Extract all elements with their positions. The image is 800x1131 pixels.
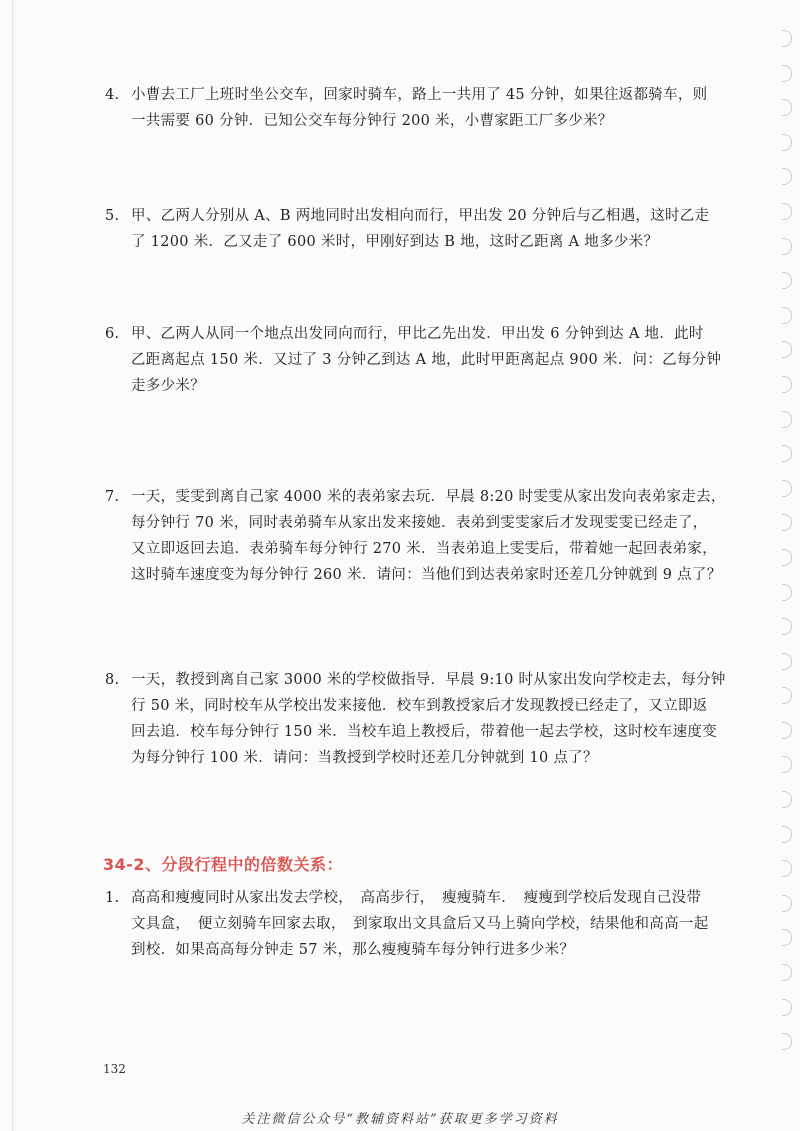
section-title: 34-2、分段行程中的倍数关系： bbox=[103, 855, 344, 874]
binding-ring bbox=[782, 480, 792, 497]
problem-number: 6. bbox=[105, 326, 120, 342]
binding-ring bbox=[782, 791, 792, 808]
problem-6 bbox=[105, 321, 735, 399]
binding-ring bbox=[782, 445, 792, 462]
binding-ring bbox=[782, 99, 792, 116]
binding-ring bbox=[782, 584, 792, 601]
problem-text: 一天，教授到离自己家 3000 米的学校做指导．早晨 9:10 时从家出发向学校走去，每分钟 行 50 米，同时校车从学校出发来接他．校车到教授家后才发现教授已经走了，又立即返 回去追．校车每分钟行 150 米．当校车追上教授后，带着他一起去学校，这时校车速度变 为每分钟行 100 米．请问：当教授到学校时还差几分钟就到 10 点了？ bbox=[131, 672, 726, 766]
footer-note: 关注微信公众号“教辅资料站”获取更多学习资料 bbox=[241, 1112, 559, 1127]
binding-ring bbox=[782, 756, 792, 773]
binding-ring bbox=[782, 929, 792, 946]
binding-ring bbox=[782, 203, 792, 220]
problem-text: 一天，雯雯到离自己家 4000 米的表弟家去玩．早晨 8:20 时雯雯从家出发向表弟家走去， 每分钟行 70 米，同时表弟骑车从家出发来接她．表弟到雯雯家后才发现雯雯已经走了， 又立即返回去追．表弟骑车每分钟行 270 米．当表弟追上雯雯后，带着她一起回表弟家， 这时骑车速度变为每分钟行 260 米．请问：当他们到达表弟家时还差几分钟就到 9 点了？ bbox=[131, 489, 726, 583]
binding-ring bbox=[782, 1033, 792, 1050]
binding-ring bbox=[782, 549, 792, 566]
binding-ring bbox=[782, 964, 792, 981]
page-number: 132 bbox=[103, 1062, 126, 1076]
problem-number: 1. bbox=[105, 890, 120, 906]
problem-text: 高高和瘦瘦同时从家出发去学校， 高高步行， 瘦瘦骑车． 瘦瘦到学校后发现自己没带 文具盒， 便立刻骑车回家去取， 到家取出文具盒后又马上骑向学校，结果他和高高一起 到校．如果高高每分钟走 57 米，那么瘦瘦骑车每分钟行进多少米？ bbox=[131, 890, 709, 958]
binding-ring bbox=[782, 272, 792, 289]
problem-text: 甲、乙两人分别从 A、B 两地同时出发相向而行，甲出发 20 分钟后与乙相遇，这时乙走 了 1200 米．乙又走了 600 米时，甲刚好到达 B 地，这时乙距离 A 地多少米？ bbox=[131, 208, 710, 250]
problem-4 bbox=[105, 82, 735, 134]
binding-ring bbox=[782, 722, 792, 739]
binding-ring bbox=[782, 341, 792, 358]
binding-ring bbox=[782, 307, 792, 324]
binding-ring bbox=[782, 30, 792, 47]
binding-ring bbox=[782, 860, 792, 877]
binding-ring bbox=[782, 826, 792, 843]
binding-ring bbox=[782, 411, 792, 428]
problem-number: 8. bbox=[105, 672, 120, 688]
binding-ring bbox=[782, 376, 792, 393]
problem-number: 4. bbox=[105, 87, 120, 103]
binding-ring bbox=[782, 653, 792, 670]
binding-ring bbox=[782, 134, 792, 151]
problem-number: 5. bbox=[105, 208, 120, 224]
binding-ring bbox=[782, 687, 792, 704]
page-left-edge bbox=[12, 0, 13, 1131]
binding-ring bbox=[782, 999, 792, 1016]
binding-ring bbox=[782, 168, 792, 185]
binding-ring bbox=[782, 895, 792, 912]
binding-ring bbox=[782, 65, 792, 82]
spiral-binding bbox=[782, 30, 796, 1068]
binding-ring bbox=[782, 618, 792, 635]
problem-8 bbox=[105, 667, 735, 771]
problem-5 bbox=[105, 203, 735, 255]
problem-text: 小曹去工厂上班时坐公交车，回家时骑车，路上一共用了 45 分钟，如果往返都骑车，则 一共需要 60 分钟．已知公交车每分钟行 200 米，小曹家距工厂多少米？ bbox=[131, 87, 708, 129]
problem-7 bbox=[105, 484, 735, 588]
section-problem-1 bbox=[105, 885, 735, 963]
problem-text: 甲、乙两人从同一个地点出发同向而行，甲比乙先出发．甲出发 6 分钟到达 A 地．此时 乙距离起点 150 米．又过了 3 分钟乙到达 A 地，此时甲距离起点 900 米．问：乙每分钟 走多少米？ bbox=[131, 326, 722, 394]
binding-ring bbox=[782, 514, 792, 531]
binding-ring bbox=[782, 238, 792, 255]
problem-number: 7. bbox=[105, 489, 120, 505]
